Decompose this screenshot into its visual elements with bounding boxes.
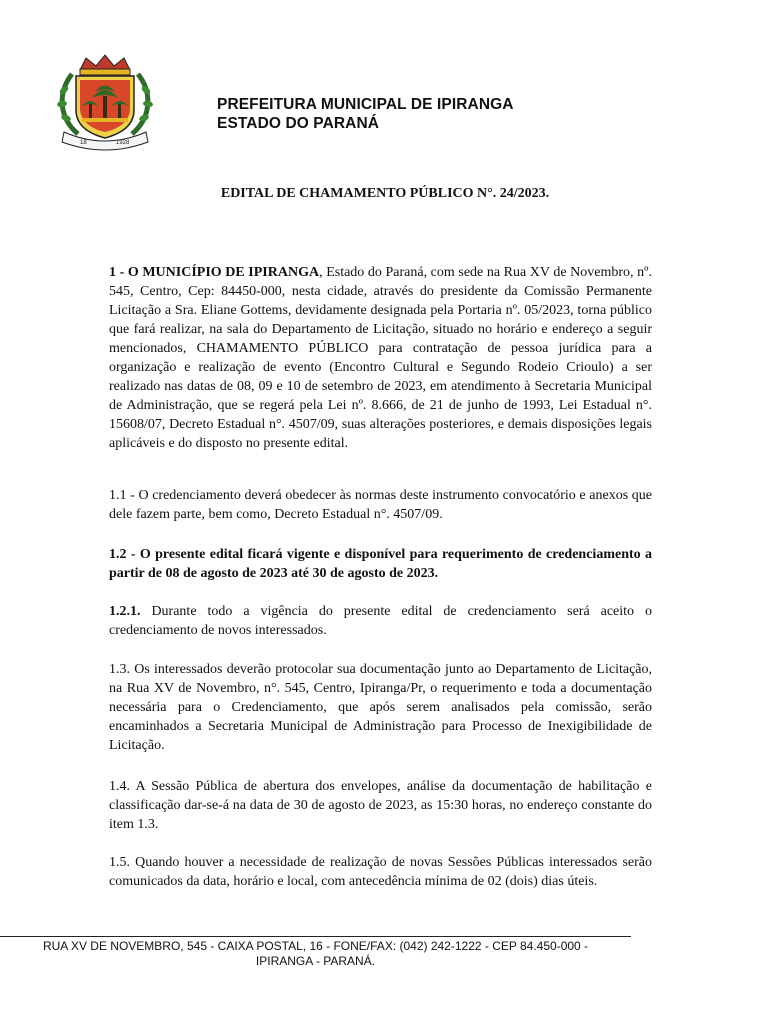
footer-divider <box>0 936 631 937</box>
section-1-5: 1.5. Quando houver a necessidade de realização de novas Sessões Públicas interessados serão comunicados da data, horário e local, com antecedência mínima de 02 (dois) dias úteis. <box>109 855 652 889</box>
footer-line-2: IPIRANGA - PARANÁ. <box>255 954 376 968</box>
section-1-lead: 1 - O MUNICÍPIO DE IPIRANGA <box>109 265 320 280</box>
section-1 <box>109 263 652 453</box>
section-1-4: 1.4. A Sessão Pública de abertura dos envelopes, análise da documentação de habilitação e classificação dar-se-á na data de 30 de agosto de 2023, as 15:30 horas, no endereço constante do item 1.3. <box>109 779 652 832</box>
section-1-3: 1.3. Os interessados deverão protocolar sua documentação junto ao Departamento de Licitação, na Rua XV de Novembro, n°. 545, Centro, Ipiranga/Pr, o requerimento e toda a documentação necessária para o Credenciamento, que após serem analisados pela comissão, serão encaminhados a Secretaria Municipal de Administração para Processo de Inexigibilidade de Licitação. <box>109 662 652 753</box>
section-1-2-1 <box>109 602 652 640</box>
section-1-2-1-lead: 1.2.1. <box>109 604 141 619</box>
section-1-2-1-text: Durante todo a vigência do presente edital de credenciamento será aceito o credenciamento de novos interessados. <box>109 604 652 638</box>
document-title: EDITAL DE CHAMAMENTO PÚBLICO N°. 24/2023. <box>220 186 550 201</box>
header-line-1: PREFEITURA MUNICIPAL DE IPIRANGA <box>217 96 514 113</box>
section-1-1: 1.1 - O credenciamento deverá obedecer às normas deste instrumento convocatório e anexos que dele fazem parte, bem como, Decreto Estadual n°. 4507/09. <box>109 488 652 522</box>
footer-line-1: RUA XV DE NOVEMBRO, 545 - CAIXA POSTAL, 16 - FONE/FAX: (042) 242-1222 - CEP 84.450-000 - <box>42 939 589 953</box>
section-1-2: 1.2 - O presente edital ficará vigente e disponível para requerimento de credenciamento a partir de 08 de agosto de 2023 até 30 de agosto de 2023. <box>109 547 652 581</box>
coat-of-arms-logo <box>50 52 160 152</box>
ribbon-left-text: 18 <box>80 140 87 146</box>
page-footer <box>0 939 631 969</box>
section-1-text: , Estado do Paraná, com sede na Rua XV de Novembro, nº. 545, Centro, Cep: 84450-000, nesta cidade, através do presidente da Comissão Permanente Licitação a Sra. Eliane Gottems, devidamente designada pela Portaria nº. 05/2023, torna público que fará realizar, na sala do Departamento de Licitação, situado no horário e endereço a seguir mencionados, CHAMAMENTO PÚBLICO para contratação de pessoa jurídica para a organização e realização de evento (Encontro Cultural e Segundo Rodeio Crioulo) a ser realizado nas datas de 08, 09 e 10 de setembro de 2023, em atendimento à Secretaria Municipal de Administração, que se regerá pela Lei nº. 8.666, de 21 de junho de 1993, Lei Estadual n°. 15608/07, Decreto Estadual n°. 4507/09, suas alterações posteriores, e demais disposições legais aplicáveis e do disposto no presente edital. <box>109 265 652 451</box>
ribbon-right-text: 1928 <box>116 140 130 146</box>
header-line-2: ESTADO DO PARANÁ <box>217 115 380 132</box>
municipality-header <box>217 95 514 133</box>
